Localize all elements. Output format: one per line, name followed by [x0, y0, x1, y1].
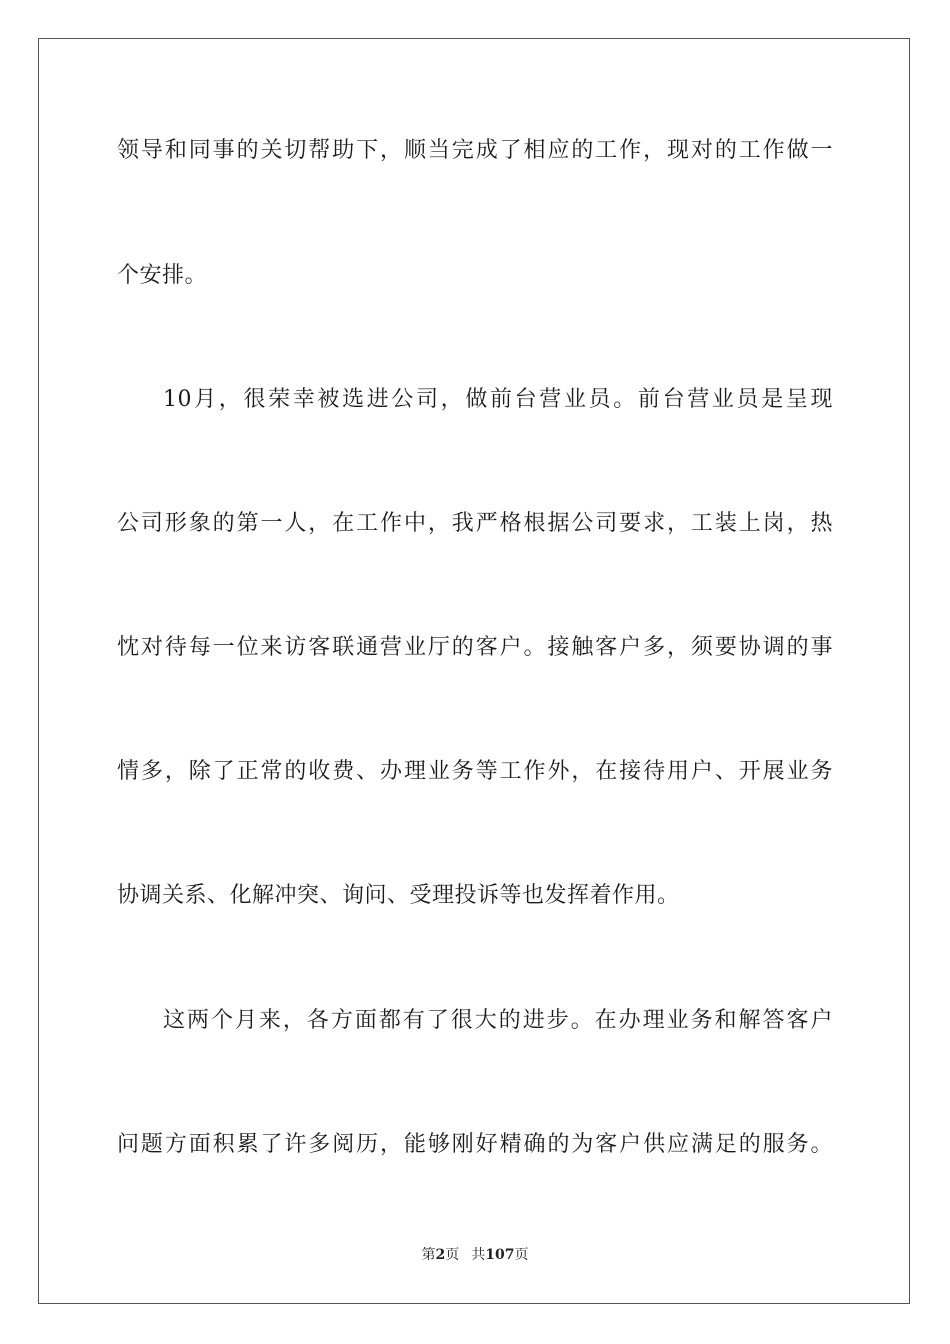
page-footer — [0, 1246, 950, 1264]
body-line-9: 问题方面积累了许多阅历，能够刚好精确的为客户供应满足的服务。 — [117, 1132, 833, 1157]
footer-page-prefix: 第 — [421, 1247, 436, 1263]
footer-total-prefix: 共 — [471, 1247, 486, 1263]
page-border — [38, 38, 910, 1304]
footer-total-suffix: 页 — [514, 1247, 529, 1263]
body-line-7: 协调关系、化解冲突、询问、受理投诉等也发挥着作用。 — [117, 883, 680, 908]
footer-page-total: 107 — [485, 1247, 515, 1263]
body-line-2: 个安排。 — [117, 263, 208, 288]
footer-page-current: 2 — [435, 1247, 446, 1263]
body-line-4: 公司形象的第一人，在工作中，我严格根据公司要求，工装上岗，热 — [117, 511, 833, 536]
body-line-6: 情多，除了正常的收费、办理业务等工作外，在接待用户、开展业务 — [117, 759, 833, 784]
body-line-8: 这两个月来，各方面都有了很大的进步。在办理业务和解答客户 — [163, 1008, 833, 1033]
footer-page-mid: 页 — [445, 1247, 460, 1263]
body-line-1: 领导和同事的关切帮助下，顺当完成了相应的工作，现对的工作做一 — [117, 138, 833, 163]
body-line-3: 10月，很荣幸被选进公司，做前台营业员。前台营业员是呈现 — [163, 387, 833, 412]
body-line-5: 忱对待每一位来访客联通营业厅的客户。接触客户多，须要协调的事 — [117, 635, 833, 660]
